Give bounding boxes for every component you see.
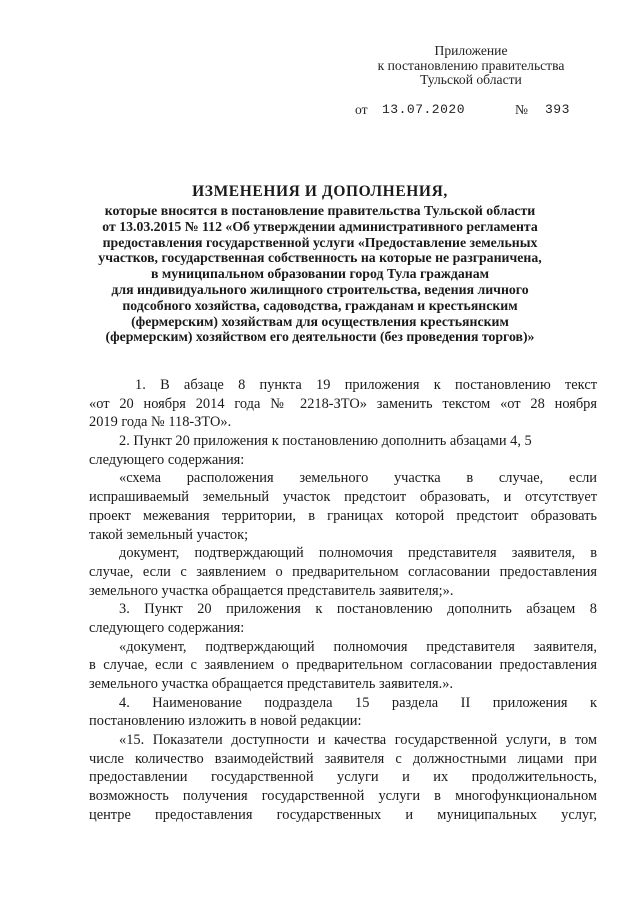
title-line: в муниципальном образовании город Тула гражданам	[150, 266, 489, 282]
resolution-date-number	[355, 102, 595, 120]
body-line: такой земельный участок;	[89, 526, 249, 543]
body-line: случае, если с заявлением о предварительном согласовании предоставления	[89, 563, 597, 580]
title-line: которые вносятся в постановление правительства Тульской области	[104, 203, 536, 218]
body-line: «15. Показатели доступности и качества государственной услуги, в том	[119, 732, 597, 749]
body-line: возможность получения государственной услуги в многофункциональном	[89, 788, 597, 805]
body-line: предоставлении государственной услуги и их продолжительность,	[89, 769, 597, 786]
body-line: 2019 года № 118-ЗТО».	[89, 414, 232, 431]
title-main: ИЗМЕНЕНИЯ И ДОПОЛНЕНИЯ,	[192, 183, 448, 200]
resolution-date: 13.07.2020	[382, 102, 466, 117]
body-line: 1. В абзаце 8 пункта 19 приложения к постановлению текст	[135, 377, 597, 393]
body-line: следующего содержания:	[89, 451, 245, 468]
body-line: «от 20 ноября 2014 года № 2218-ЗТО» заменить текстом «от 28 ноября	[89, 395, 597, 412]
body-line: 3. Пункт 20 приложения к постановлению дополнить абзацем 8	[119, 601, 597, 618]
body-line: «документ, подтверждающий полномочия представителя заявителя,	[119, 638, 597, 655]
document-body	[89, 376, 597, 825]
body-line: следующего содержания:	[89, 619, 245, 636]
body-line: испрашиваемый земельный участок предстоит образовать, и отсутствует	[89, 489, 597, 506]
body-line: 2. Пункт 20 приложения к постановлению дополнить абзацами 4, 5	[119, 433, 532, 450]
title-line: (фермерским) хозяйствам для осуществления крестьянским	[131, 313, 509, 329]
body-line: земельного участка обращается представитель заявителя.».	[89, 676, 454, 692]
resolution-number: 393	[545, 102, 570, 117]
document-title	[60, 183, 580, 345]
body-line: проект межевания территории, в границах которой предстоит образовать	[89, 507, 597, 524]
title-line: от 13.03.2015 № 112 «Об утверждении административного регламента	[102, 218, 538, 234]
appendix-header	[356, 44, 586, 88]
body-line: постановлению изложить в новой редакции:	[89, 713, 362, 730]
body-line: 4. Наименование подраздела 15 раздела II приложения к	[119, 694, 597, 711]
body-line: центре предоставления государственных и муниципальных услуг,	[89, 806, 597, 823]
title-line: участков, государственная собственность на которые не разграничена,	[98, 250, 542, 266]
title-line: для индивидуального жилищного строительства, ведения личного	[111, 281, 529, 297]
title-line: предоставления государственной услуги «Предоставление земельных	[102, 234, 538, 250]
appendix-line-2: к постановлению правительства	[377, 57, 565, 73]
body-line: «схема расположения земельного участка в случае, если	[119, 470, 597, 487]
appendix-line-1: Приложение	[434, 43, 508, 58]
title-line: (фермерским) хозяйством его деятельности (без проведения торгов)»	[105, 329, 535, 345]
body-line: документ, подтверждающий полномочия представителя заявителя, в	[119, 545, 597, 562]
title-line: подсобного хозяйства, садоводства, гражданам и крестьянским	[122, 297, 518, 313]
body-line: земельного участка обращается представитель заявителя;».	[89, 582, 454, 599]
date-prefix: от	[355, 102, 368, 117]
body-line: в случае, если с заявлением о предварительном согласовании предоставления	[89, 657, 597, 674]
number-prefix: №	[515, 102, 528, 117]
body-line: числе количество взаимодействий заявителя с должностными лицами при	[89, 750, 597, 767]
appendix-line-3: Тульской области	[420, 72, 522, 87]
